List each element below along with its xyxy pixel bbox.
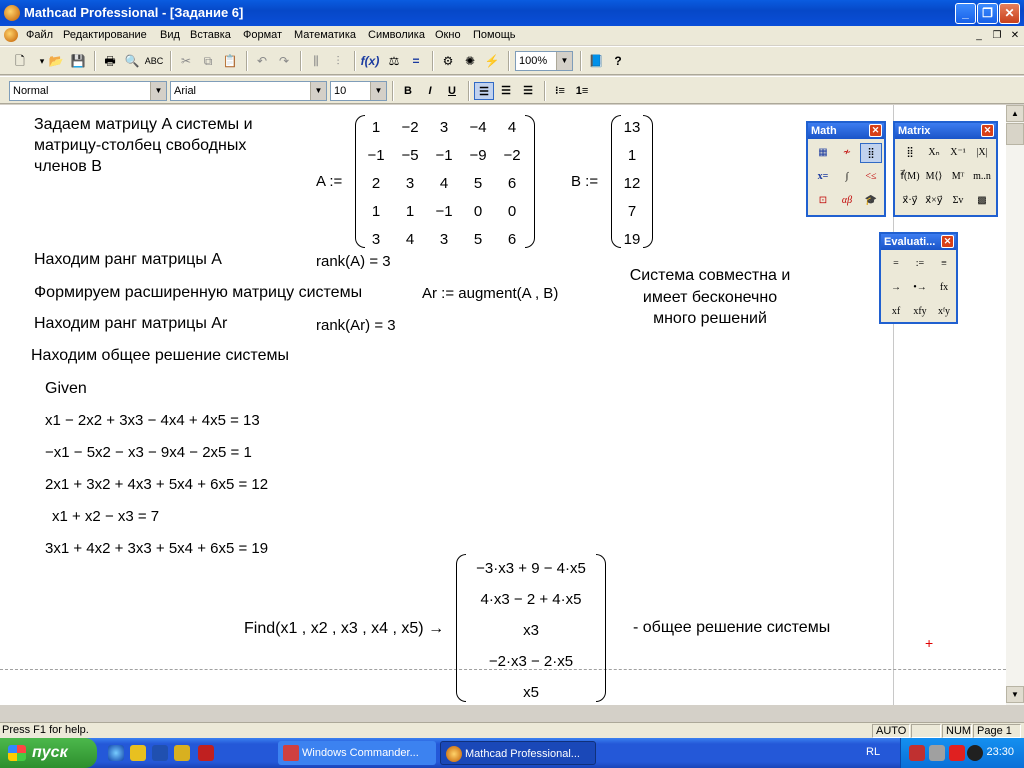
paste-icon[interactable]: 📋 — [222, 54, 238, 68]
zoom-value: 100% — [519, 55, 548, 67]
subscript-icon[interactable]: Xₙ — [928, 147, 940, 158]
evaluate-equals-icon[interactable]: = — [893, 258, 899, 269]
matrix-a-cell: −1 — [435, 147, 453, 164]
font-value: Arial — [174, 85, 197, 97]
symbolic-palette-icon[interactable]: 🎓 — [864, 195, 878, 206]
find-expression[interactable]: Find(x1 , x2 , x3 , x4 , x5) → — [244, 620, 445, 637]
floppy-disk-icon[interactable] — [198, 745, 214, 761]
matrix-a-cell: −2 — [503, 147, 521, 164]
status-bar — [0, 722, 1024, 738]
insert-function-icon[interactable]: f(x) — [360, 54, 380, 68]
conclusion-line1: Система совместна и — [629, 267, 791, 284]
tray-network-icon[interactable] — [909, 745, 925, 761]
programming-palette-icon[interactable]: ⊡ — [818, 195, 828, 206]
boolean-palette-icon[interactable]: <≤ — [865, 171, 877, 182]
keyword-eval-icon[interactable]: •→ — [913, 282, 927, 293]
menu-format[interactable]: Формат — [243, 29, 283, 41]
clock: 23:30 — [986, 746, 1014, 758]
matrix-a-cell: −1 — [435, 203, 453, 220]
chevron-down-icon[interactable]: ▼ — [150, 82, 166, 100]
matrix-a-cell: 3 — [439, 231, 449, 248]
picture-icon[interactable]: ▩ — [977, 195, 987, 206]
augment-text: Формируем расширенную матрицу системы — [34, 284, 363, 301]
column-icon[interactable]: M⟨⟩ — [925, 171, 943, 182]
spell-check-icon[interactable]: ABC — [144, 56, 164, 66]
align-down-icon[interactable]: ⫶ — [336, 54, 340, 68]
save-icon[interactable]: 💾 — [70, 54, 86, 68]
numbering-button[interactable]: 1≡ — [575, 85, 589, 97]
intro-text-line3: членов B — [34, 158, 102, 175]
matrix-a-cell: −9 — [469, 147, 487, 164]
equation-2[interactable]: −x1 − 5x2 − x3 − 9x4 − 2x5 = 1 — [45, 444, 252, 461]
symbolic-eval-icon[interactable]: → — [891, 282, 901, 293]
range-icon[interactable]: m..n — [973, 171, 991, 182]
matrix-b[interactable] — [611, 115, 653, 248]
calculate-icon[interactable]: = — [412, 54, 420, 68]
menu-edit[interactable]: Редактирование — [63, 29, 147, 41]
font-size-select[interactable] — [330, 81, 387, 101]
chevron-down-icon[interactable]: ▼ — [310, 82, 326, 100]
conclusion-line3: много решений — [653, 310, 767, 327]
rank-ar-text: Находим ранг матрицы Ar — [34, 315, 228, 332]
doc-minimize-button[interactable]: _ — [976, 30, 982, 41]
status-num: NUM — [942, 724, 972, 738]
tray-ati-icon[interactable] — [949, 745, 965, 761]
dot-product-icon[interactable]: x⃗·y⃗ — [902, 195, 918, 206]
doc-close-button[interactable]: ✕ — [1010, 30, 1020, 41]
matrix-a-cell: 1 — [371, 119, 381, 136]
menu-bar — [0, 26, 1024, 45]
evaluation-palette-icon[interactable]: x= — [817, 171, 829, 182]
redo-icon[interactable]: ↷ — [278, 54, 290, 68]
solution-matrix[interactable] — [456, 554, 606, 702]
document-icon[interactable] — [4, 28, 18, 42]
taskbar — [0, 738, 1024, 768]
chevron-down-icon[interactable]: ▼ — [556, 52, 572, 70]
insert-matrix-icon[interactable]: ⣿ — [906, 147, 914, 158]
menu-insert[interactable]: Вставка — [190, 29, 231, 41]
infix-operator-icon[interactable]: xfy — [913, 306, 927, 317]
cut-icon[interactable]: ✂ — [180, 54, 192, 68]
given-keyword[interactable]: Given — [45, 380, 87, 397]
resource-center-icon[interactable]: ✺ — [464, 54, 476, 68]
help-icon[interactable]: ? — [614, 54, 622, 68]
undo-icon[interactable]: ↶ — [256, 54, 268, 68]
matrix-a-cell: 5 — [473, 231, 483, 248]
align-left-button[interactable]: ☰ — [474, 82, 494, 100]
general-solution-text: Находим общее решение системы — [31, 347, 289, 364]
solution-cell: x3 — [523, 622, 539, 639]
matrix-b-cell: 12 — [623, 175, 641, 192]
insertion-crosshair-icon: + — [925, 635, 934, 651]
copy-icon[interactable]: ⧉ — [203, 54, 213, 68]
status-mode: AUTO — [872, 724, 910, 738]
augment-expression[interactable]: Ar := augment(A , B) — [422, 285, 559, 302]
task-label: Windows Commander... — [302, 747, 419, 759]
evaluation-toolbar-close-icon[interactable]: ✕ — [941, 235, 954, 248]
greek-palette-icon[interactable]: αβ — [841, 195, 853, 206]
close-button[interactable]: ✕ — [999, 3, 1020, 24]
vertical-scrollbar[interactable] — [1006, 105, 1024, 705]
align-right-button[interactable]: ☰ — [523, 85, 533, 97]
math-palette-title: Math — [811, 125, 837, 137]
minimize-button[interactable]: _ — [955, 3, 976, 24]
equation-1[interactable]: x1 − 2x2 + 3x3 − 4x4 + 4x5 = 13 — [45, 412, 260, 429]
insert-hyperlink-icon[interactable]: ⚡ — [484, 54, 500, 68]
restore-button[interactable]: ❐ — [977, 3, 998, 24]
scroll-up-icon[interactable]: ▲ — [1006, 105, 1024, 122]
evaluation-toolbar-palette[interactable] — [879, 232, 958, 324]
transpose-icon[interactable]: Mᵀ — [951, 171, 965, 182]
matrix-toolbar-title: Matrix — [898, 125, 931, 137]
italic-button[interactable]: I — [428, 85, 432, 97]
equation-5[interactable]: 3x1 + 4x2 + 3x3 + 5x4 + 6x5 = 19 — [45, 540, 269, 557]
menu-window[interactable]: Окно — [435, 29, 461, 41]
intro-text-line1: Задаем матрицу A системы и — [34, 116, 253, 133]
align-across-icon[interactable]: ⫼ — [313, 54, 319, 68]
evaluation-toolbar-title: Evaluati... — [884, 236, 936, 248]
matrix-a-cell: 2 — [371, 175, 381, 192]
matrix-a-cell: 1 — [371, 203, 381, 220]
matrix-palette-icon[interactable]: ⣿ — [860, 143, 882, 163]
scroll-thumb[interactable] — [1006, 123, 1024, 145]
status-page: Page 1 — [973, 724, 1021, 738]
task-windows-commander[interactable] — [278, 741, 436, 765]
global-definition-icon[interactable]: ≡ — [941, 258, 947, 269]
matrix-a-label: A := — [316, 173, 343, 190]
open-folder-icon[interactable]: 📂 — [48, 54, 64, 68]
new-file-icon[interactable]: 🗋 — [15, 54, 25, 68]
matrix-toolbar-close-icon[interactable]: ✕ — [981, 124, 994, 137]
matrix-a-cell: 3 — [371, 231, 381, 248]
font-size-value: 10 — [334, 85, 347, 97]
quick-launch-tool-icon[interactable] — [130, 745, 146, 761]
solution-cell: 4·x3 − 2 + 4·x5 — [480, 591, 582, 608]
status-empty-panel — [911, 724, 941, 738]
postfix-operator-icon[interactable]: xf — [891, 306, 901, 317]
align-center-button[interactable]: ☰ — [501, 85, 511, 97]
solution-note: - общее решение системы — [633, 619, 831, 636]
rank-a-text: Находим ранг матрицы A — [34, 251, 222, 268]
internet-explorer-icon[interactable] — [108, 745, 124, 761]
tray-app-icon[interactable] — [967, 745, 983, 761]
language-indicator[interactable]: RL — [866, 746, 881, 758]
style-select[interactable] — [9, 81, 167, 101]
task-label: Mathcad Professional... — [465, 748, 580, 760]
treefix-operator-icon[interactable]: xᶠy — [937, 306, 951, 317]
equation-3[interactable]: 2x1 + 3x2 + 4x3 + 5x4 + 6x5 = 12 — [45, 476, 269, 493]
matrix-a-cell: 1 — [405, 203, 415, 220]
matrix-a-cell: −2 — [401, 119, 419, 136]
print-preview-icon[interactable]: 🔍 — [124, 54, 140, 68]
menu-symbolics[interactable]: Символика — [368, 29, 425, 41]
zoom-select[interactable] — [515, 51, 573, 71]
vector-sum-icon[interactable]: Σv — [952, 195, 964, 206]
calculus-palette-icon[interactable]: ∫ — [845, 171, 849, 182]
prefix-operator-icon[interactable]: fx — [939, 282, 949, 293]
formatting-toolbar — [0, 76, 1024, 104]
determinant-icon[interactable]: |X| — [976, 147, 988, 158]
matrix-b-cell: 1 — [627, 147, 637, 164]
matrix-a-cell: 6 — [507, 231, 517, 248]
solution-cell: −3·x3 + 9 − 4·x5 — [476, 560, 586, 577]
matrix-a-cell: 4 — [405, 231, 415, 248]
quick-launch-app-icon[interactable] — [174, 745, 190, 761]
matrix-b-cell: 19 — [623, 231, 641, 248]
style-value: Normal — [13, 85, 49, 97]
matrix-a-cell: 3 — [405, 175, 415, 192]
bullets-button[interactable]: ⁝≡ — [555, 85, 565, 97]
system-tray — [900, 738, 1024, 768]
status-help-text: Press F1 for help. — [2, 724, 89, 736]
doc-restore-button[interactable]: ❐ — [992, 30, 1002, 41]
matrix-a-cell: 0 — [507, 203, 517, 220]
resource-book-icon[interactable]: 📘 — [588, 54, 604, 68]
graph-palette-icon[interactable]: ≁ — [842, 147, 852, 158]
tray-volume-icon[interactable] — [929, 745, 945, 761]
inverse-icon[interactable]: X⁻¹ — [950, 147, 966, 158]
title-bar — [0, 0, 1024, 26]
font-select[interactable] — [170, 81, 327, 101]
definition-icon[interactable]: := — [915, 258, 925, 269]
conclusion-line2: имеет бесконечно — [642, 289, 778, 306]
matrix-a-cell: 4 — [507, 119, 517, 136]
scroll-down-icon[interactable]: ▼ — [1006, 686, 1024, 703]
vectorize-icon[interactable]: f⃗(M) — [900, 171, 920, 182]
math-palette-close-icon[interactable]: ✕ — [869, 124, 882, 137]
task-mathcad[interactable] — [440, 741, 596, 765]
solution-cell: −2·x3 − 2·x5 — [488, 653, 574, 670]
window-title: Mathcad Professional - [Задание 6] — [24, 5, 244, 20]
standard-toolbar — [0, 46, 1024, 75]
matrix-toolbar-palette[interactable] — [893, 121, 998, 217]
menu-help[interactable]: Помощь — [473, 29, 516, 41]
start-label: пуск — [32, 744, 68, 761]
insert-component-icon[interactable]: ⚙ — [442, 54, 454, 68]
matrix-a-cell: 4 — [439, 175, 449, 192]
solution-cell: x5 — [523, 684, 539, 701]
new-dropdown-icon[interactable]: ▾ — [39, 56, 45, 66]
matrix-a-cell: 5 — [473, 175, 483, 192]
mathcad-icon — [446, 746, 462, 762]
matrix-a-cell: −4 — [469, 119, 487, 136]
windows-flag-icon — [8, 745, 26, 761]
menu-math[interactable]: Математика — [294, 29, 356, 41]
intro-text-line2: матрицу-столбец свободных — [34, 137, 247, 154]
matrix-b-cell: 13 — [623, 119, 641, 136]
rank-a-expression[interactable]: rank(A) = 3 — [316, 253, 391, 270]
matrix-a-cell: −1 — [367, 147, 385, 164]
bold-button[interactable]: B — [404, 85, 412, 97]
menu-view[interactable]: Вид — [160, 29, 180, 41]
menu-file[interactable]: Файл — [26, 29, 54, 41]
print-icon[interactable]: 🖶 — [104, 54, 116, 68]
word-icon[interactable] — [152, 745, 168, 761]
matrix-a[interactable] — [355, 115, 535, 248]
matrix-a-cell: 6 — [507, 175, 517, 192]
start-button[interactable] — [0, 738, 97, 768]
chevron-down-icon[interactable]: ▼ — [370, 82, 386, 100]
windows-commander-icon — [283, 745, 299, 761]
matrix-b-cell: 7 — [627, 203, 637, 220]
cross-product-icon[interactable]: x⃗×y⃗ — [925, 195, 943, 206]
matrix-a-cell: −5 — [401, 147, 419, 164]
insert-unit-icon[interactable]: ⚖ — [388, 54, 400, 68]
mathcad-app-icon[interactable] — [4, 5, 20, 21]
underline-button[interactable]: U — [448, 85, 456, 97]
equation-4[interactable]: x1 + x2 − x3 = 7 — [52, 508, 160, 525]
math-palette[interactable] — [806, 121, 886, 217]
rank-ar-expression[interactable]: rank(Ar) = 3 — [316, 317, 396, 334]
matrix-a-cell: 3 — [439, 119, 449, 136]
calculator-palette-icon[interactable]: ▦ — [818, 147, 828, 158]
matrix-b-label: B := — [571, 173, 599, 190]
matrix-a-cell: 0 — [473, 203, 483, 220]
